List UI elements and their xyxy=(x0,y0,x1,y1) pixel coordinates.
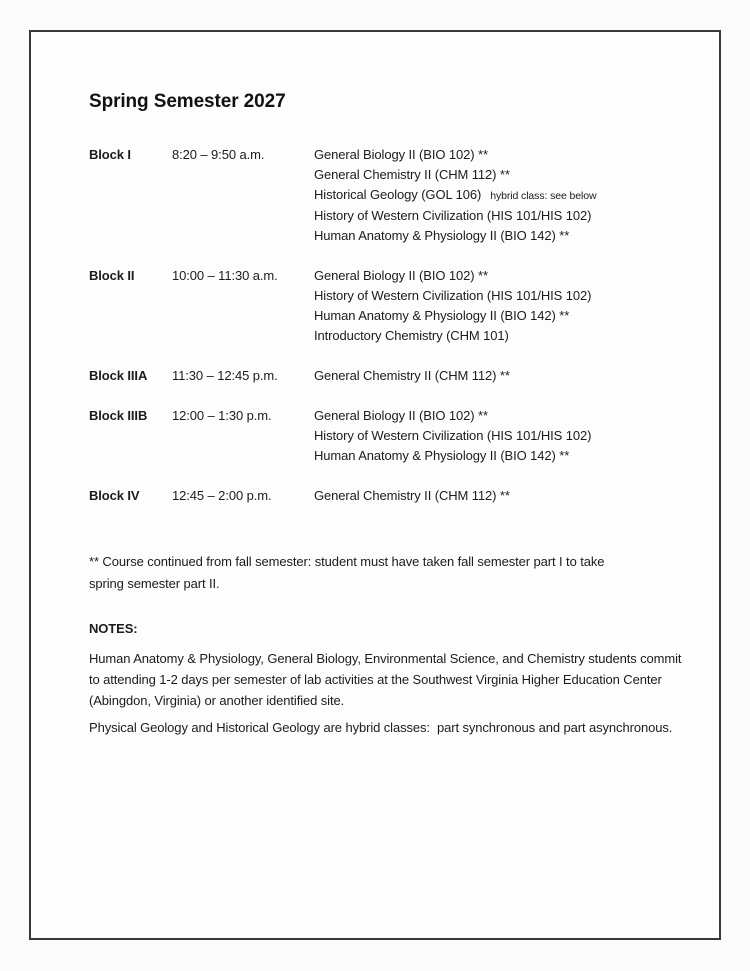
block-time: 8:20 – 9:50 a.m. xyxy=(172,147,265,162)
course-item xyxy=(314,286,691,306)
course-list xyxy=(314,486,691,506)
course-item xyxy=(314,406,691,426)
footnote-line: spring semester part II. xyxy=(89,576,220,591)
course-item xyxy=(314,266,691,286)
course-name: Historical Geology (GOL 106) xyxy=(314,187,482,202)
course-item xyxy=(314,165,691,185)
course-name: General Chemistry II (CHM 112) ** xyxy=(314,488,510,503)
course-item xyxy=(314,366,691,386)
course-name: Introductory Chemistry (CHM 101) xyxy=(314,328,509,343)
page-content xyxy=(31,90,719,738)
course-name: General Chemistry II (CHM 112) ** xyxy=(314,167,510,182)
course-name: General Chemistry II (CHM 112) ** xyxy=(314,368,510,383)
note-line: Human Anatomy & Physiology, General Biology, Environmental Science, and Chemistry students commit xyxy=(89,651,682,666)
schedule-block-row xyxy=(89,406,691,466)
notes-heading: NOTES: xyxy=(89,621,138,636)
block-label: Block I xyxy=(89,147,131,162)
schedule-table xyxy=(89,145,691,506)
course-item xyxy=(314,486,691,506)
block-label: Block IIIA xyxy=(89,368,148,383)
footnote xyxy=(89,551,691,595)
schedule-block-row xyxy=(89,366,691,386)
course-name: History of Western Civilization (HIS 101/HIS 102) xyxy=(314,208,592,223)
course-item xyxy=(314,306,691,326)
course-list xyxy=(314,266,691,346)
course-item xyxy=(314,446,691,466)
block-label: Block II xyxy=(89,268,135,283)
note-paragraph xyxy=(89,717,691,738)
note-line: to attending 1-2 days per semester of lab activities at the Southwest Virginia Higher Education Center xyxy=(89,672,662,687)
course-item xyxy=(314,206,691,226)
course-name: General Biology II (BIO 102) ** xyxy=(314,268,488,283)
block-time: 11:30 – 12:45 p.m. xyxy=(172,368,278,383)
block-time: 10:00 – 11:30 a.m. xyxy=(172,268,278,283)
course-name: General Biology II (BIO 102) ** xyxy=(314,147,488,162)
course-name: Human Anatomy & Physiology II (BIO 142) ** xyxy=(314,228,570,243)
course-list xyxy=(314,366,691,386)
course-name: General Biology II (BIO 102) ** xyxy=(314,408,488,423)
course-item xyxy=(314,326,691,346)
course-item xyxy=(314,145,691,165)
course-name: Human Anatomy & Physiology II (BIO 142) ** xyxy=(314,308,570,323)
footnote-line: ** Course continued from fall semester: student must have taken fall semester part I to take xyxy=(89,554,605,569)
block-label: Block IV xyxy=(89,488,140,503)
course-list xyxy=(314,145,691,246)
note-paragraph xyxy=(89,648,691,711)
note-line: Physical Geology and Historical Geology are hybrid classes: part synchronous and part asynchronous. xyxy=(89,720,673,735)
page-title: Spring Semester 2027 xyxy=(89,91,286,112)
course-item xyxy=(314,426,691,446)
block-label: Block IIIB xyxy=(89,408,148,423)
schedule-block-row xyxy=(89,266,691,346)
note-line: (Abingdon, Virginia) or another identified site. xyxy=(89,693,345,708)
block-time: 12:00 – 1:30 p.m. xyxy=(172,408,272,423)
schedule-block-row xyxy=(89,145,691,246)
course-name: Human Anatomy & Physiology II (BIO 142) ** xyxy=(314,448,570,463)
document-page-border xyxy=(29,30,721,940)
course-hybrid-annotation: hybrid class: see below xyxy=(490,190,597,202)
course-item xyxy=(314,185,691,206)
course-item xyxy=(314,226,691,246)
notes-section xyxy=(89,648,691,738)
course-name: History of Western Civilization (HIS 101/HIS 102) xyxy=(314,288,592,303)
block-time: 12:45 – 2:00 p.m. xyxy=(172,488,272,503)
course-list xyxy=(314,406,691,466)
schedule-block-row xyxy=(89,486,691,506)
course-name: History of Western Civilization (HIS 101/HIS 102) xyxy=(314,428,592,443)
